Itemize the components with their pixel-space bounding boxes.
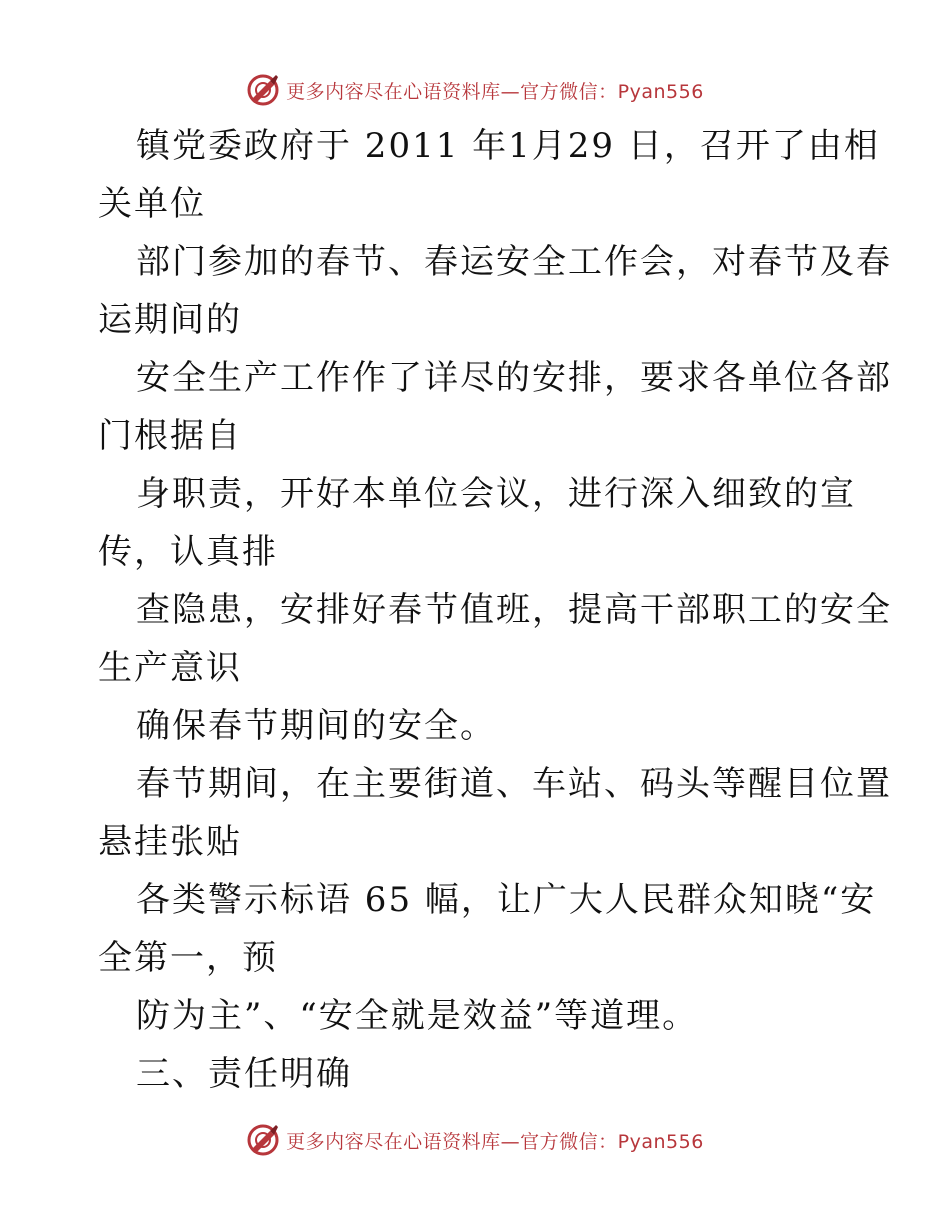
text-line: 悬挂张贴: [98, 822, 242, 862]
watermark-group: [246, 1123, 704, 1157]
watermark-text: 更多内容尽在心语资料库—官方微信：Pyan556: [286, 1130, 704, 1153]
section-heading: 三、责任明确: [136, 1054, 352, 1094]
text-line: 各类警示标语 65 幅，让广大人民群众知晓“安: [136, 880, 877, 920]
footer-watermark: [0, 1120, 950, 1160]
document-body: [98, 117, 892, 1103]
text-line: 运期间的: [98, 300, 242, 340]
text-line: 生产意识: [98, 648, 242, 688]
pen-logo-icon: [246, 73, 280, 107]
text-line: 部门参加的春节、春运安全工作会，对春节及春: [136, 242, 892, 282]
text-line: 防为主”、“安全就是效益”等道理。: [136, 996, 699, 1036]
pen-logo-icon: [246, 1123, 280, 1157]
text-line: 春节期间，在主要街道、车站、码头等醒目位置: [136, 764, 892, 804]
watermark-text: 更多内容尽在心语资料库—官方微信：Pyan556: [286, 80, 704, 103]
text-line: 安全生产工作作了详尽的安排，要求各单位各部: [136, 358, 892, 398]
text-line: 关单位: [98, 184, 206, 224]
text-line: 身职责，开好本单位会议，进行深入细致的宣: [136, 474, 856, 514]
text-line: 全第一，预: [98, 938, 278, 978]
text-line: 镇党委政府于 2011 年1月29 日，召开了由相: [136, 126, 880, 166]
text-line: 传，认真排: [98, 532, 278, 572]
header-watermark: [0, 70, 950, 110]
text-line: 确保春节期间的安全。: [136, 706, 496, 746]
text-line: 门根据自: [98, 416, 242, 456]
text-line: 查隐患，安排好春节值班，提高干部职工的安全: [136, 590, 892, 630]
watermark-group: [246, 73, 704, 107]
